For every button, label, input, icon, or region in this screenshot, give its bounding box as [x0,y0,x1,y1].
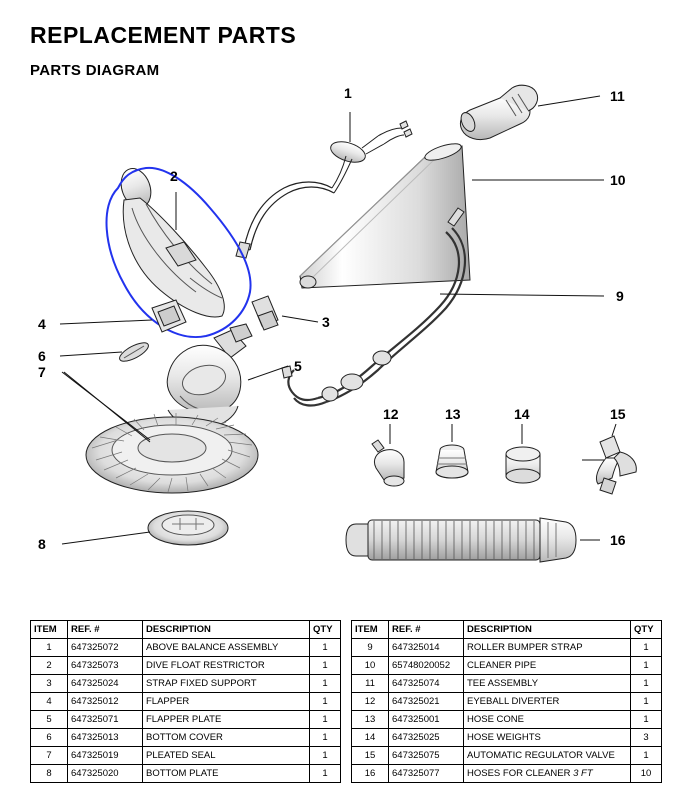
table-row [352,693,662,711]
callout-11: 11 [610,88,625,104]
table-row [31,693,341,711]
cell-description-note: 3 FT [573,767,593,779]
callout-5: 5 [294,358,302,374]
cell-item: 9 [352,639,389,657]
column-header-qty: QTY [631,621,662,639]
callout-6: 6 [38,348,46,364]
cell-qty: 1 [631,747,662,765]
table-row [352,729,662,747]
cell-qty: 1 [310,729,341,747]
cell-qty: 1 [310,639,341,657]
callout-9: 9 [616,288,624,304]
callout-1: 1 [344,85,352,101]
cell-description: DIVE FLOAT RESTRICTOR [143,657,310,675]
cell-item: 15 [352,747,389,765]
cell-description: HOSE WEIGHTS [464,729,631,747]
part-16-hoses-for-cleaner [346,518,576,562]
cell-item: 3 [31,675,68,693]
callout-7: 7 [38,364,46,380]
callout-12: 12 [383,406,399,422]
column-header-ref: REF. # [68,621,143,639]
table-row [352,711,662,729]
callout-2: 2 [170,168,178,184]
cell-description: AUTOMATIC REGULATOR VALVE [464,747,631,765]
cell-description: HOSE CONE [464,711,631,729]
table-row [352,747,662,765]
parts-tables [30,620,670,783]
cell-item: 12 [352,693,389,711]
cell-qty: 1 [631,639,662,657]
callout-13: 13 [445,406,461,422]
table-row [31,675,341,693]
cell-description: BOTTOM COVER [143,729,310,747]
part-10-cleaner-pipe [300,140,470,288]
cell-qty: 1 [631,693,662,711]
cell-item: 6 [31,729,68,747]
part-13-hose-cone [436,445,468,478]
cell-ref: 647325071 [68,711,143,729]
cell-qty: 1 [310,711,341,729]
cell-qty: 1 [310,657,341,675]
table-row [352,639,662,657]
table-header-row [352,621,662,639]
part-11-tee-assembly [458,85,537,139]
column-header-description: DESCRIPTION [464,621,631,639]
callout-14: 14 [514,406,530,422]
cell-description: PLEATED SEAL [143,747,310,765]
cell-qty: 1 [631,711,662,729]
column-header-item: ITEM [31,621,68,639]
cell-ref: 647325012 [68,693,143,711]
cell-item: 8 [31,765,68,783]
cell-item: 1 [31,639,68,657]
table-row [31,747,341,765]
cell-ref: 647325021 [389,693,464,711]
cell-item: 10 [352,657,389,675]
part-7-pleated-seal [86,413,258,493]
column-header-qty: QTY [310,621,341,639]
callout-4: 4 [38,316,46,332]
part-14-hose-weights [506,447,540,483]
table-row [352,765,662,783]
column-header-ref: REF. # [389,621,464,639]
cell-ref: 647325014 [389,639,464,657]
table-row [31,657,341,675]
cell-description: FLAPPER PLATE [143,711,310,729]
cell-ref: 647325013 [68,729,143,747]
cell-ref: 647325020 [68,765,143,783]
cell-qty: 1 [631,675,662,693]
cell-description: TEE ASSEMBLY [464,675,631,693]
cell-item: 5 [31,711,68,729]
cell-ref: 647325077 [389,765,464,783]
page-title: REPLACEMENT PARTS [30,22,297,48]
parts-table-left [30,620,341,783]
cell-ref: 647325001 [389,711,464,729]
cell-qty: 1 [631,657,662,675]
cell-item: 16 [352,765,389,783]
cell-ref: 647325072 [68,639,143,657]
table-row [352,675,662,693]
part-2-dive-float-restrictor [116,164,224,317]
column-header-item: ITEM [352,621,389,639]
part-5-flapper-plate [167,324,252,428]
cell-ref: 647325024 [68,675,143,693]
cell-qty: 1 [310,765,341,783]
callout-16: 16 [610,532,626,548]
column-header-description: DESCRIPTION [143,621,310,639]
part-3-strap-fixed-support [252,296,278,330]
cell-description: ABOVE BALANCE ASSEMBLY [143,639,310,657]
cell-ref: 647325025 [389,729,464,747]
diagram-svg [0,80,700,610]
part-8-bottom-plate [148,511,228,545]
table-row [31,639,341,657]
cell-item: 11 [352,675,389,693]
cell-item: 4 [31,693,68,711]
cell-ref: 647325019 [68,747,143,765]
cell-ref: 647325075 [389,747,464,765]
callout-15: 15 [610,406,626,422]
cell-ref: 647325074 [389,675,464,693]
cell-ref: 647325073 [68,657,143,675]
cell-description: STRAP FIXED SUPPORT [143,675,310,693]
cell-description: ROLLER BUMPER STRAP [464,639,631,657]
cell-description: CLEANER PIPE [464,657,631,675]
part-12-eyeball-diverter [372,440,404,486]
cell-qty: 3 [631,729,662,747]
callout-10: 10 [610,172,626,188]
table-row [31,711,341,729]
cell-description: EYEBALL DIVERTER [464,693,631,711]
cell-description-text: HOSES FOR CLEANER [467,767,571,779]
table-row [31,765,341,783]
part-6-bottom-cover [117,339,151,365]
part-15-automatic-regulator-valve [596,436,636,494]
cell-qty: 1 [310,747,341,765]
cell-item: 2 [31,657,68,675]
cell-item: 14 [352,729,389,747]
parts-table-right [351,620,662,783]
table-header-row [31,621,341,639]
cell-qty: 1 [310,675,341,693]
cell-item: 13 [352,711,389,729]
callout-8: 8 [38,536,46,552]
cell-ref: 65748020052 [389,657,464,675]
cell-description [464,765,631,783]
callout-3: 3 [322,314,330,330]
page-subtitle: PARTS DIAGRAM [30,62,160,79]
table-row [31,729,341,747]
parts-diagram-illustration [0,80,700,610]
cell-description: FLAPPER [143,693,310,711]
cell-item: 7 [31,747,68,765]
cell-qty: 1 [310,693,341,711]
cell-description: BOTTOM PLATE [143,765,310,783]
cell-qty: 10 [631,765,662,783]
table-row [352,657,662,675]
